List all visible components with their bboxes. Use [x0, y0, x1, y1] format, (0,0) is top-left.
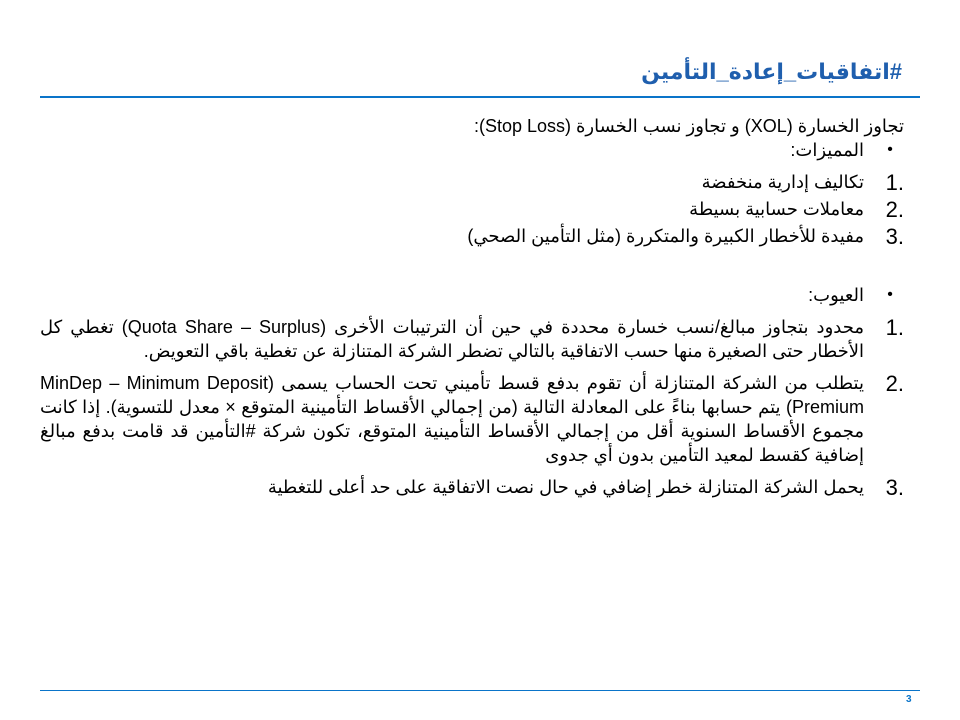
list-item — [40, 475, 904, 499]
item-number: 2. — [885, 371, 904, 396]
item-text: يتطلب من الشركة المتنازلة أن تقوم بدفع قسط تأميني تحت الحساب يسمى (MinDep – Minimum Deposit Premium) يتم حسابها بناءً على المعادلة التالية (من إجمالي الأقساط التأمينية المتوقع × معدل للتسوية). إذا كانت مجموع الأقساط السنوية أقل من إجمالي الأقساط التأمينية المتوقع، تكون شركة #التأمين قد قامت بدفع مبالغ إضافية كقسط لمعيد التأمين بدون أي جدوى — [40, 373, 865, 465]
list-item — [40, 371, 904, 467]
disadvantages-heading-text: العيوب: — [808, 285, 864, 305]
advantages-heading — [40, 138, 904, 162]
advantages-section — [40, 138, 904, 248]
list-item — [40, 197, 904, 221]
item-text: مفيدة للأخطار الكبيرة والمتكررة (مثل التأمين الصحي) — [467, 226, 864, 246]
item-text: محدود بتجاوز مبالغ/نسب خسارة محددة في حين أن الترتيبات الأخرى (Quota Share – Surplus) تغطي كل الأخطار حتى الصغيرة منها حسب الاتفاقية بالتالي تضطر الشركة المتنازلة عن تغطية باقي التعويض. — [40, 317, 864, 361]
item-number: 3. — [885, 224, 904, 249]
advantages-list — [40, 170, 904, 248]
item-text: يحمل الشركة المتنازلة خطر إضافي في حال نصت الاتفاقية على حد أعلى للتغطية — [267, 477, 864, 497]
item-number: 1. — [885, 170, 904, 195]
slide-title: #اتفاقيات_إعادة_التأمين — [641, 59, 902, 84]
disadvantages-section — [40, 283, 904, 499]
item-number: 1. — [885, 315, 904, 340]
slide-subtitle: تجاوز الخسارة (XOL) و تجاوز نسب الخسارة (Stop Loss): — [473, 116, 904, 136]
disadvantages-heading — [40, 283, 904, 307]
disadvantages-list — [40, 315, 904, 499]
bullet-icon: • — [887, 286, 893, 303]
advantages-heading-text: المميزات: — [790, 140, 864, 160]
item-number: 3. — [885, 475, 904, 500]
section-spacer — [40, 251, 904, 283]
title-divider — [40, 96, 920, 98]
item-text: تكاليف إدارية منخفضة — [701, 172, 864, 192]
bullet-icon: • — [887, 141, 893, 158]
item-text: معاملات حسابية بسيطة — [689, 199, 864, 219]
page-number: 3 — [906, 694, 912, 705]
list-item — [40, 224, 904, 248]
list-item — [40, 170, 904, 194]
footer-divider — [40, 690, 920, 691]
slide-content — [40, 114, 904, 507]
list-item — [40, 315, 904, 363]
item-number: 2. — [885, 197, 904, 222]
